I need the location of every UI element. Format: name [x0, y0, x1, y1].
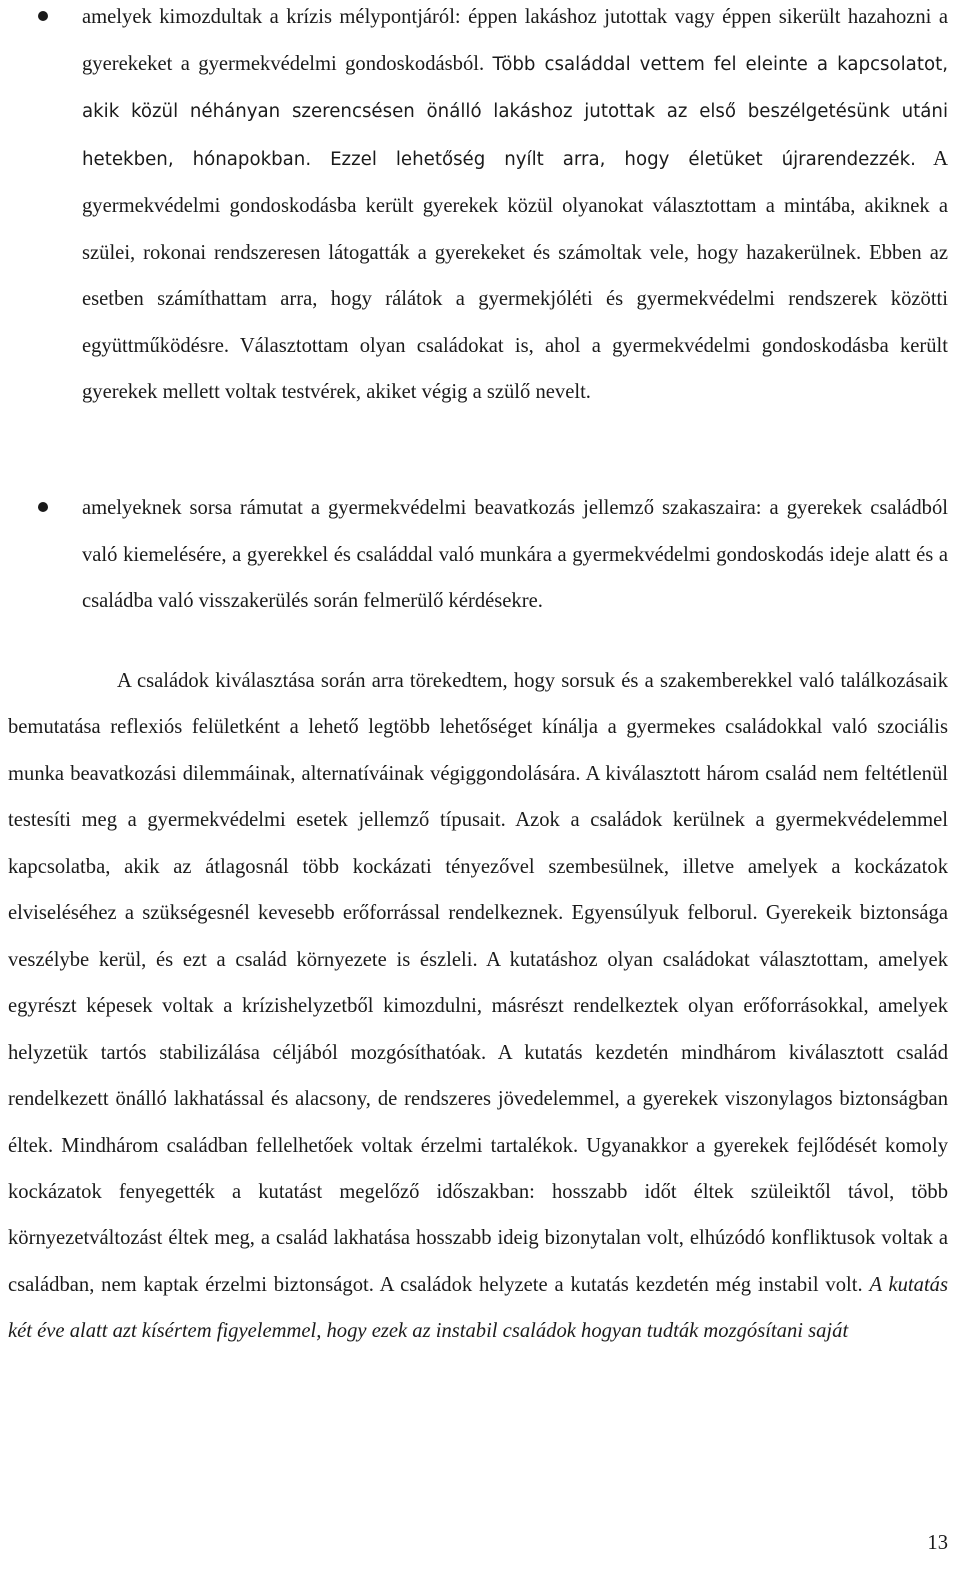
page-number: 13 [927, 1532, 948, 1554]
body-paragraph [8, 658, 948, 1355]
bullet-text-part: Több családdal vettem fel eleinte a kapcsolatot, akik közül néhányan szerencsésen önálló lakáshoz jutottak az első beszélgetésünk utáni hetekben, hónapokban. Ezzel lehetőség nyílt arra, hogy életüket újrarendezzék. [82, 53, 948, 170]
bullet-text-part: A gyermekvédelmi gondoskodásba került gyerekek közül olyanokat választottam a mintába, akiknek a szülei, rokonai rendszeresen látogatták a gyerekeket és számoltak vele, hogy hazakerülnek. Ebben az esetben számíthattam arra, hogy rálátok a gyermekjóléti és gyermekvédelmi rendszerek közötti együttműködésre. Választottam olyan családokat is, ahol a gyermekvédelmi gondoskodásba került gyerekek mellett voltak testvérek, akiket végig a szülő nevelt. [82, 147, 949, 403]
bullet-text-part: amelyek kimozdultak a krízis mélypontjáról: éppen lakáshoz jutottak vagy éppen sikerült hazahozni a gyerekeket a gyermekvédelmi gondoskodásból. [82, 6, 948, 75]
paragraph-text: A családok kiválasztása során arra törekedtem, hogy sorsuk és a szakemberekkel való találkozásaik bemutatása reflexiós felületként a lehető legtöbb lehetőséget kínálja a gyermekes családokkal való szociális munka beavatkozási dilemmáinak, alternatíváinak végiggondolására. A kiválasztott három család nem feltétlenül testesíti meg a gyermekvédelmi esetek jellemző típusait. Azok a családok kerülnek a gyermekvédelemmel kapcsolatba, akik az átlagosnál több kockázati tényezővel szembesülnek, illetve amelyek a kockázatok elviseléséhez a szükségesnél kevesebb erőforrással rendelkeznek. Egyensúlyuk felborul. Gyerekeik biztonsága veszélybe kerül, és ezt a család környezete is észleli. A kutatáshoz olyan családokat választottam, amelyek egyrészt képesek voltak a krízishelyzetből kimozdulni, másrészt rendelkeztek olyan erőforrásokkal, amelyek helyzetük tartós stabilizálása céljából mozgósíthatóak. A kutatás kezdetén mindhárom kiválasztott család rendelkezett önálló lakhatással és alacsony, de rendszeres jövedelemmel, a gyerekek viszonylagos biztonságban éltek. Mindhárom családban fellelhetőek voltak érzelmi tartalékok. Ugyanakkor a gyerekek fejlődését komoly kockázatok fenyegették a kutatást megelőző időszakban: hosszabb időt éltek szüleiktől távol, több környezetváltozást éltek meg, a család lakhatása hosszabb ideig bizonytalan volt, elhúzódó konfliktusok voltak a családban, nem kaptak érzelmi biztonságot. A családok helyzete a kutatás kezdetén még instabil volt. [8, 670, 948, 1296]
paragraph-italic-text: A kutatás két éve alatt azt kísértem figyelemmel, hogy ezek az instabil családok hogyan tudták mozgósítani saját [8, 1273, 948, 1343]
bullet-dot-icon [38, 11, 48, 21]
bullet-text: amelyeknek sorsa rámutat a gyermekvédelmi beavatkozás jellemző szakaszaira: a gyerekek családból való kiemelésére, a gyerekkel és családdal való munkára a gyermekvédelmi gondoskodás ideje alatt és a családba való visszakerülés során felmerülő kérdésekre. [82, 497, 948, 612]
bullet-item [0, 0, 960, 416]
bullet-dot-icon [38, 502, 48, 512]
bullet-item [0, 485, 960, 625]
